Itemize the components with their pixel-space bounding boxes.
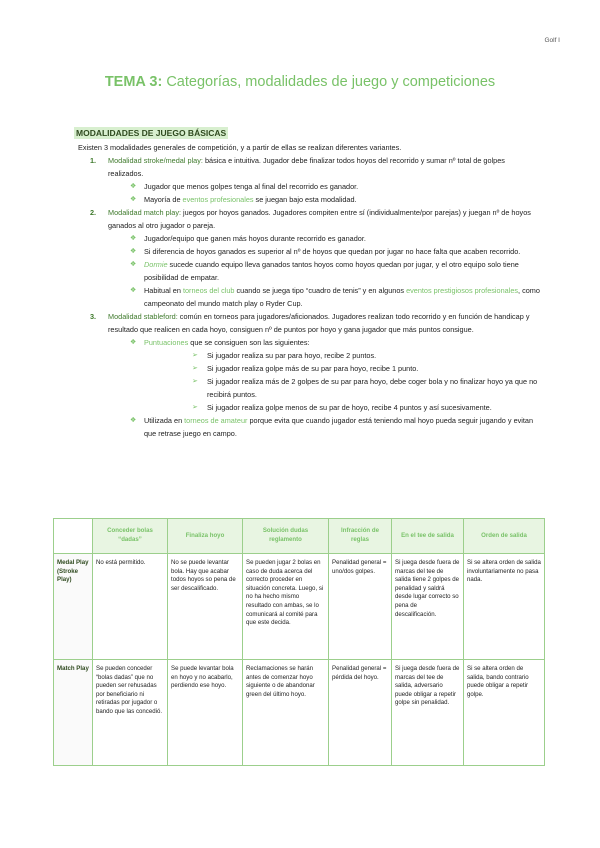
sub-bullet-text: Si jugador realiza su par para hoyo, recibe 2 puntos.: [207, 351, 377, 360]
title-text: Categorías, modalidades de juego y competiciones: [166, 74, 496, 90]
sub-bullet-item: [60, 375, 540, 401]
item-text: básica e intuitiva. Jugador debe finalizar todos hoyos del recorrido y sumar nº total de golpes realizados.: [108, 156, 505, 178]
sub-bullet-text: Si jugador realiza más de 2 golpes de su par para hoyo, debe coger bola y no finalizar hoyo ya que no recibirá puntos.: [207, 377, 538, 399]
highlight-text: torneos del club: [182, 286, 235, 295]
table-cell: No se puede levantar bola. Hay que acabar todos hoyos so pena de ser descalificado.: [168, 554, 243, 660]
diamond-bullet-icon: ❖: [130, 417, 137, 424]
bullet-text: que se consiguen son las siguientes:: [188, 338, 310, 347]
highlight-text: eventos profesionales: [182, 195, 254, 204]
item-number: 2.: [90, 208, 97, 217]
bullet-text: Jugador que menos golpes tenga al final del recorrido es ganador.: [144, 182, 359, 191]
comparison-table: [53, 518, 545, 766]
bullet-text: Jugador/equipo que ganen más hoyos durante recorrido es ganador.: [144, 234, 366, 243]
item-lead: Modalidad stroke/medal play:: [108, 156, 203, 165]
bullet-text: , como campeonato del mundo match play o Ryder Cup.: [144, 286, 540, 308]
bullet-item: [60, 232, 540, 245]
intro-paragraph: Existen 3 modalidades generales de competición, y a partir de ellas se realizan diferentes variantes.: [78, 143, 402, 152]
item-text: juegos por hoyos ganados. Jugadores compiten entre sí (individualmente/por parejas) y juegan nº de hoyos ganados al otro jugador o pareja.: [108, 208, 531, 230]
column-header: Orden de salida: [464, 519, 545, 554]
sub-bullet-item: [60, 401, 540, 414]
bullet-text: Mayoría de: [144, 195, 183, 204]
diamond-bullet-icon: ❖: [130, 261, 137, 268]
table-header-row: [54, 519, 545, 554]
item-number: 3.: [90, 312, 97, 321]
table-row: [54, 554, 545, 660]
table-cell: Se puede levantar bola en hoyo y no acabarlo, perdiendo ese hoyo.: [168, 660, 243, 766]
bullet-text: cuando se juega tipo “cuadro de tenis” y en algunos: [234, 286, 407, 295]
column-header: Infracción de reglas: [329, 519, 392, 554]
table-cell: Si se altera orden de salida, bando contrario puede obligar a repetir golpe.: [464, 660, 545, 766]
bullet-text: Habitual en: [144, 286, 183, 295]
numbered-item-match: [60, 206, 540, 232]
table-cell: Penalidad general = uno/dos golpes.: [329, 554, 392, 660]
section-heading: MODALIDADES DE JUEGO BÁSICAS: [76, 128, 227, 138]
bullet-text: se juegan bajo esta modalidad.: [253, 195, 357, 204]
bullet-item: [60, 284, 540, 310]
table-cell: Si juega desde fuera de marcas del tee de salida tiene 2 golpes de penalidad y saldrá desde lugar correcto so pena de descalificación.: [392, 554, 464, 660]
sub-bullet-text: Si jugador realiza golpe menos de su par de hoyo, recibe 4 puntos y así sucesivamente.: [207, 403, 492, 412]
diamond-bullet-icon: ❖: [130, 248, 137, 255]
highlight-text: Puntuaciones: [144, 338, 189, 347]
header-label: Golf I: [544, 37, 560, 44]
title-prefix: TEMA 3:: [104, 74, 163, 90]
sub-bullet-text: Si jugador realiza golpe más de su par para hoyo, recibe 1 punto.: [207, 364, 419, 373]
table-cell: Reclamaciones se harán antes de comenzar hoyo siguiente o de abandonar green del último hoyo.: [243, 660, 329, 766]
diamond-bullet-icon: ❖: [130, 235, 137, 242]
table-row: [54, 660, 545, 766]
bullet-text: Utilizada en: [144, 416, 185, 425]
item-text: común en torneos para jugadores/aficionados. Jugadores realizan todo recorrido y en función de handicap y resultado que realicen en cada hoyo, consiguen nº de puntos por hoyo y gana jugador que más puntos consigue.: [108, 312, 530, 334]
arrow-bullet-icon: ➢: [192, 378, 198, 385]
bullet-item: [60, 245, 540, 258]
numbered-item-stroke: [60, 154, 540, 180]
body-text: [60, 141, 540, 440]
highlight-text: torneos de amateur: [184, 416, 248, 425]
bullet-item: [60, 258, 540, 284]
item-number: 1.: [90, 156, 97, 165]
item-lead: Modalidad match play:: [108, 208, 182, 217]
table-corner-cell: [54, 519, 93, 554]
table-cell: Si se altera orden de salida involuntariamente no pasa nada.: [464, 554, 545, 660]
diamond-bullet-icon: ❖: [130, 183, 137, 190]
table-cell: Se pueden jugar 2 bolas en caso de duda acerca del correcto proceder en situación concreta. Luego, si no ha hecho mismo resultado con ambas, se lo comunicará al comité para que este decida.: [243, 554, 329, 660]
column-header: Solución dudas reglamento: [243, 519, 329, 554]
bullet-text: sucede cuando equipo lleva ganados tantos hoyos como hoyos quedan por jugar, y el otro equipo solo tiene posibilidad de empatar.: [144, 260, 519, 282]
diamond-bullet-icon: ❖: [130, 339, 137, 346]
highlight-text: Dormie: [144, 260, 168, 269]
bullet-text: Si diferencia de hoyos ganados es superior al nº de hoyos que quedan por jugar no hace falta que acaben recorrido.: [144, 247, 521, 256]
arrow-bullet-icon: ➢: [192, 352, 198, 359]
arrow-bullet-icon: ➢: [192, 404, 198, 411]
bullet-item: [60, 336, 540, 349]
arrow-bullet-icon: ➢: [192, 365, 198, 372]
bullet-item: [60, 180, 540, 193]
column-header: Conceder bolas “dadas”: [93, 519, 168, 554]
bullet-item: [60, 193, 540, 206]
sub-bullet-item: [60, 349, 540, 362]
diamond-bullet-icon: ❖: [130, 287, 137, 294]
bullet-item: [60, 414, 540, 440]
page-title: [60, 73, 540, 92]
table-cell: Penalidad general = pérdida del hoyo.: [329, 660, 392, 766]
highlight-text: eventos prestigiosos profesionales: [406, 286, 519, 295]
row-header: Match Play: [54, 660, 93, 766]
bullet-text: porque evita que cuando jugador está teniendo mal hoyo pueda seguir jugando y evitan que retrase juego en campo.: [144, 416, 534, 438]
sub-bullet-item: [60, 362, 540, 375]
numbered-item-stableford: [60, 310, 540, 336]
table-cell: No está permitido.: [93, 554, 168, 660]
diamond-bullet-icon: ❖: [130, 196, 137, 203]
table-cell: Se pueden conceder “bolas dadas” que no pueden ser rehusadas por beneficiario ni retiradas por jugador o bando que las concedió.: [93, 660, 168, 766]
row-header: Medal Play (Stroke Play): [54, 554, 93, 660]
column-header: Finaliza hoyo: [168, 519, 243, 554]
item-lead: Modalidad stableford:: [108, 312, 178, 321]
table-cell: Si juega desde fuera de marcas del tee de salida, adversario puede obligar a repetir golpe sin penalidad.: [392, 660, 464, 766]
column-header: En el tee de salida: [392, 519, 464, 554]
